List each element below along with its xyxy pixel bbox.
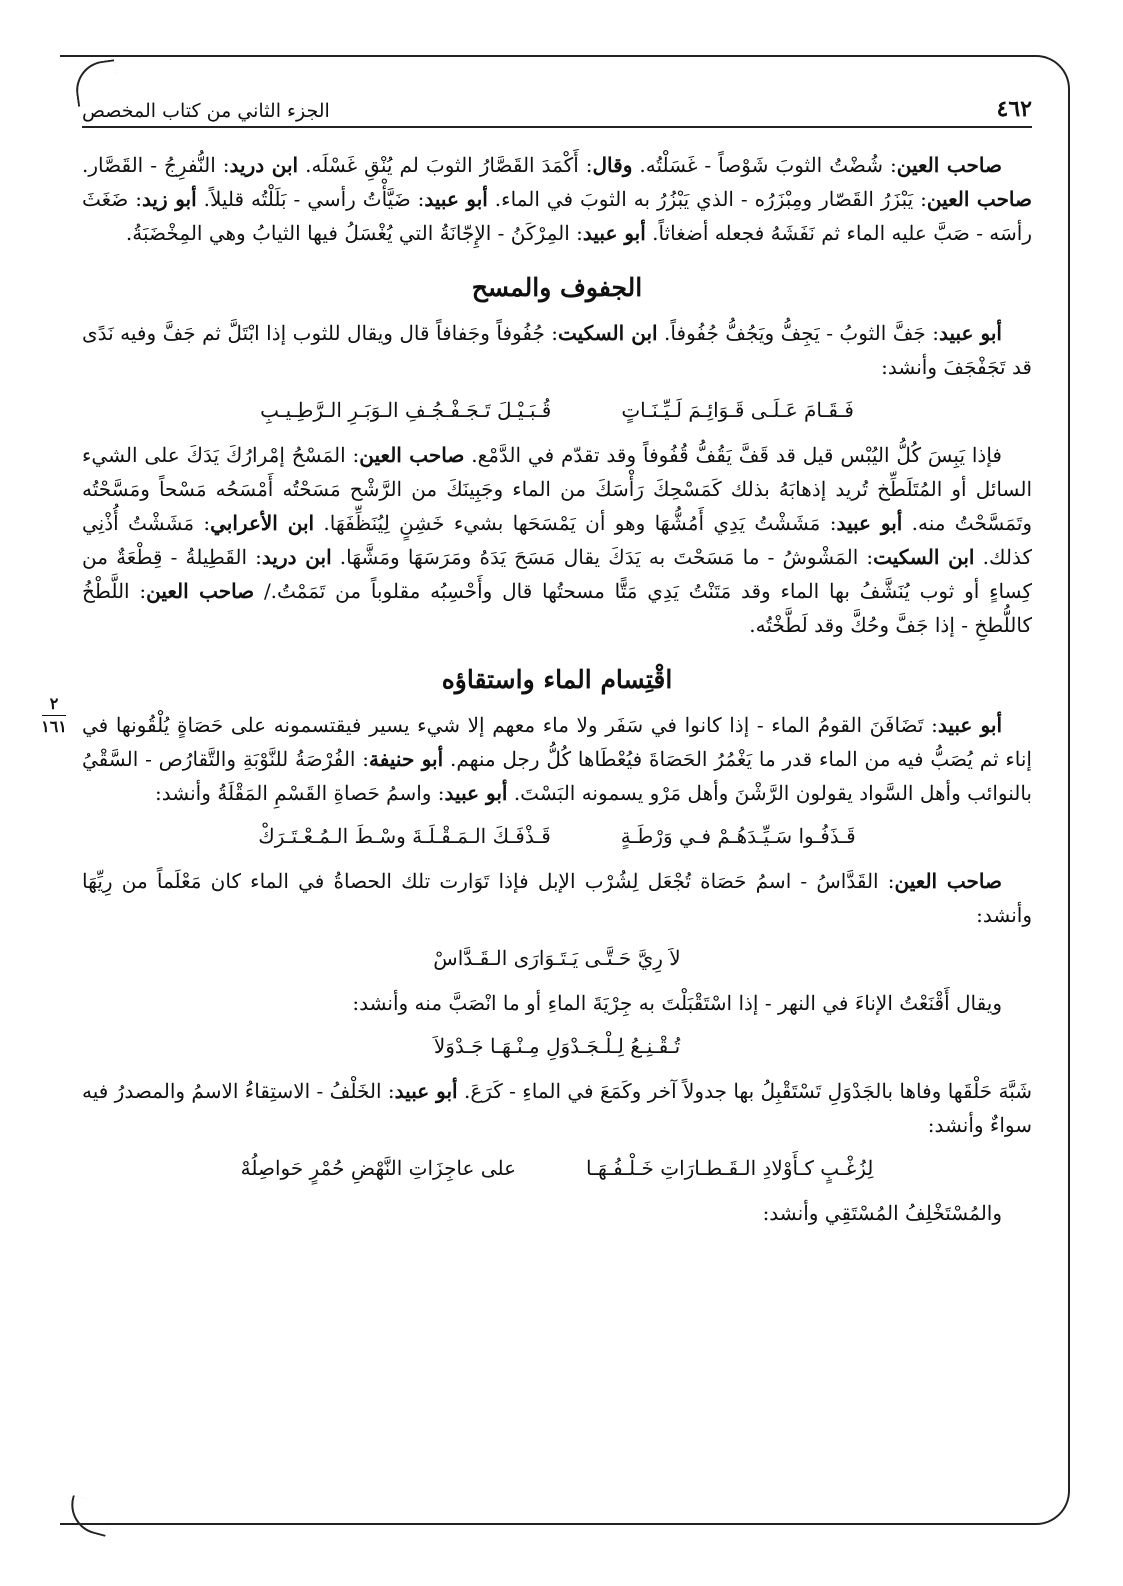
source-name: ابن الأعرابي bbox=[210, 511, 315, 535]
source-name: أبو عبيد bbox=[582, 221, 646, 245]
verse-hemistich-left: قُـبَـيْـلَ تَـجَـفْـجُـفِ الـوَبَـرِ الـرَّطِـيـبِ bbox=[260, 398, 552, 422]
paragraph-text: : المَسْحُ إمْرارُكَ يَدَكَ على الشيء السائل أو المُتَلَطِّخ تُريد إذهابَهُ بذلك كَمَسْحِكَ رَأْسَكَ من الماء وجَبِينَكَ من الرَّشْح مَسَحْتُه أَمْسَحُه مَسْحاً ومَسَّحْتُه وتَمَسَّحْتُ منه. bbox=[82, 443, 1032, 535]
paragraph-text: ويقال أَقْنَعْتُ الإناءَ في النهر - إذا اسْتَقْبَلْتَ به جِرْيَةَ الماءِ أو ما انْصَبَّ منه وأنشد: bbox=[352, 991, 1002, 1015]
source-name: أبو عبيد bbox=[937, 713, 1003, 737]
page-header bbox=[82, 82, 1032, 122]
source-name: أبو عبيد bbox=[836, 511, 903, 535]
paragraph-text: : الخَلْفُ - الاستِقاءُ الاسمُ والمصدرُ فيه سواءٌ وأنشد: bbox=[82, 1079, 1032, 1137]
poetry-verse bbox=[82, 818, 1032, 854]
paragraph-text: : يَبْزَرُ القَصّار ومِبْزَرُه - الذي يَبْزُرُ به الثوبَ في الماء. bbox=[487, 187, 927, 211]
poetry-verse bbox=[82, 1028, 1032, 1064]
paragraph-text: : القَدَّاسُ - اسمُ حَصَاة تُجْعَل لِشُرْب الإبل فإذا تَوَارت تلك الحصاةُ في الماء كان مَعْلَماً من رِيِّهَا وأنشد: bbox=[82, 869, 1032, 927]
source-name: أبو عبيد bbox=[394, 1079, 458, 1103]
paragraph-text: : جَفَّ الثوبُ - يَجِفُّ ويَجُفُّ جُفُوفاً. bbox=[657, 321, 939, 345]
paragraph-text: فإذا يَبِسَ كُلُّ اليُبْس قيل قد قَفَّ يَقُفُّ قُفُوفاً وقد تقدّم في الدَّمْع. bbox=[464, 443, 1002, 467]
source-name: أبو زيد bbox=[141, 187, 197, 211]
source-name: أبو عبيد bbox=[424, 187, 488, 211]
paragraph bbox=[82, 864, 1032, 932]
verse-hemistich-left: قَـذْفَـكَ الـمَـقْـلَـةَ وسْـطَ الـمُـعْـتَـرَكْ bbox=[258, 824, 551, 848]
source-name: ابن السكيت bbox=[558, 321, 658, 345]
source-name: وقال bbox=[592, 153, 633, 177]
paragraph-text: : تَضَافَنَ القومُ الماء - إذا كانوا في سَفَر ولا ماء معهم إلا شيء يسير فيقتسمونه على حَصَاةٍ يُلْقُونها في إناء ثم يُصَبُّ فيه من الماء قدر ما يَغْمُرُ الحَصَاةَ فيُعْطَاها كُلُّ رجل منهم. bbox=[82, 713, 1032, 771]
paragraph-text: : جُفُوفاً وجَفافاً قال ويقال للثوب إذا ابْتَلَّ ثم جَفَّ وفيه نَدًى قد تَجَفْجَفَ وأنشد: bbox=[82, 321, 1032, 379]
paragraph-text: : واسمُ حَصاةِ القَسْمِ المَقْلَةُ وأنشد: bbox=[155, 781, 445, 805]
source-name: أبو عبيد bbox=[938, 321, 1002, 345]
paragraph-text: : أَكْمَدَ القَصَّارُ الثوبَ لم يُنْقِ غَسْلَه. bbox=[298, 153, 593, 177]
paragraph-text: : مَشَشْتُ يَدِي أَمُشُّهَا وهو أن يَمْسَحَها بشيء خَشِنٍ لِيُنَظِّفَهَا. bbox=[314, 511, 837, 535]
paragraph-text: : النُّفرِجُ - القَصَّار. bbox=[82, 153, 230, 177]
running-title: الجزء الثاني من كتاب المخصص bbox=[82, 100, 330, 122]
paragraph bbox=[82, 708, 1032, 810]
page-number: ٤٦٢ bbox=[996, 96, 1032, 122]
source-name: أبو عبيد bbox=[444, 781, 508, 805]
paragraph bbox=[82, 1074, 1032, 1142]
paragraph-text: : المِرْكَنُ - الإِجّانَةُ التي يُغْسَلُ فيها الثيابُ وهي المِخْضَبَةُ. bbox=[125, 221, 583, 245]
margin-note-top: ٢ bbox=[49, 694, 59, 713]
poetry-verse bbox=[82, 392, 1032, 428]
section-heading: الجفوف والمسح bbox=[471, 273, 643, 302]
paragraph bbox=[82, 438, 1032, 642]
paragraph bbox=[82, 148, 1032, 250]
paragraph-text: شَبَّهَ حَلْقَها وفاها بالجَدْوَلِ تَسْتَقْبِلُ بها جدولاً آخر وكَمَعَ في الماءِ - كَرَعَ. bbox=[457, 1079, 1032, 1103]
poetry-verse bbox=[82, 940, 1032, 976]
paragraph-text: والمُسْتَخْلِفُ المُسْتَقِي وأنشد: bbox=[762, 1201, 1002, 1225]
section-heading: اقْتِسام الماء واستقاؤه bbox=[441, 665, 673, 694]
paragraph-text: : القَطِيلةُ - قِطْعَةٌ من كِساءٍ أو ثوب يُنَشَّفُ بها الماء وقد مَتَنْتُ يَدِي مَتًّا مسحتُها قال وأَحْسِبُه مقلوباً من تَمَمْتُ./ bbox=[82, 545, 1032, 603]
margin-note-line bbox=[42, 715, 66, 716]
verse-hemistich-right: فَـقَـامَ عَـلَـى قَـوَائِـمَ لَـيِّـنَـاتٍ bbox=[621, 398, 854, 422]
verse-hemistich-right: قَـذَفُـوا سَـيِّـدَهُـمْ فـي وَرْطَـةٍ bbox=[620, 824, 856, 848]
source-name: ابن السكيت bbox=[873, 545, 975, 569]
verse-line: لاَ رِيَّ حَـتَّـى يَـتَـوَارَى الـقَـدَّاسْ bbox=[433, 946, 681, 970]
source-name: صاحب العين bbox=[146, 579, 255, 603]
paragraph-text: : اللَّطْخُ كاللُّطخِ - إذا جَفَّ وحُكَّ وقد لَطَّخْتُه. bbox=[82, 579, 1032, 637]
source-name: صاحب العين bbox=[896, 153, 1002, 177]
paragraph bbox=[82, 986, 1032, 1020]
paragraph-text: : شُضْتُ الثوبَ شَوْصاً - غَسَلْتُه. bbox=[632, 153, 897, 177]
paragraph-text: : الفُرْصَةُ للنَّوْبَةِ والتَّقارُص - السَّقْيُ بالنوائب وأهل السَّواد يقولون الرَّشْنَ وأهل مَرْو يسمونه البَسْتَ. bbox=[82, 747, 1032, 805]
page-body bbox=[82, 148, 1032, 1236]
paragraph bbox=[82, 1196, 1032, 1230]
paragraph-text: : المَشْوشُ - ما مَسَحْتَ به يَدَكَ يقال مَسَحَ يَدَهُ ومَرَسَهَا ومَشَّهَا. bbox=[331, 545, 874, 569]
header-rule bbox=[82, 126, 1032, 128]
margin-note bbox=[34, 695, 74, 736]
source-name: ابن دريد bbox=[261, 545, 332, 569]
paragraph-text: : مَشَشْتُ أُذْنِي كذلك. bbox=[82, 511, 1032, 569]
source-name: ابن دريد bbox=[229, 153, 299, 177]
verse-hemistich-right: لِزُغْـبٍ كـأَوْلادِ الـقَـطـارَاتِ خَـلْـفُـهَـا bbox=[586, 1156, 874, 1180]
verse-line: تُـقْـنِـعُ لِـلْـجَـدْوَلِ مِـنْـهَـا جَـدْوَلاَ bbox=[433, 1034, 681, 1058]
margin-note-bottom: ١٦١ bbox=[41, 717, 67, 736]
poetry-verse bbox=[82, 1150, 1032, 1186]
paragraph-text: : ضَيَّأْتُ رأسي - بَلَلْتُه قليلاً. bbox=[196, 187, 425, 211]
source-name: صاحب العين bbox=[359, 443, 465, 467]
paragraph bbox=[82, 316, 1032, 384]
paragraph-text: : ضَغَثَ رأسَه - صَبَّ عليه الماء ثم نَفَشَهُ فجعله أضغاثاً. bbox=[82, 187, 1032, 245]
verse-hemistich-left: على عاجِزَاتِ النَّهْضِ حُمْرٍ حَواصِلُهْ bbox=[240, 1156, 517, 1180]
source-name: صاحب العين bbox=[894, 869, 1002, 893]
source-name: أبو حنيفة bbox=[369, 747, 444, 771]
source-name: صاحب العين bbox=[926, 187, 1033, 211]
